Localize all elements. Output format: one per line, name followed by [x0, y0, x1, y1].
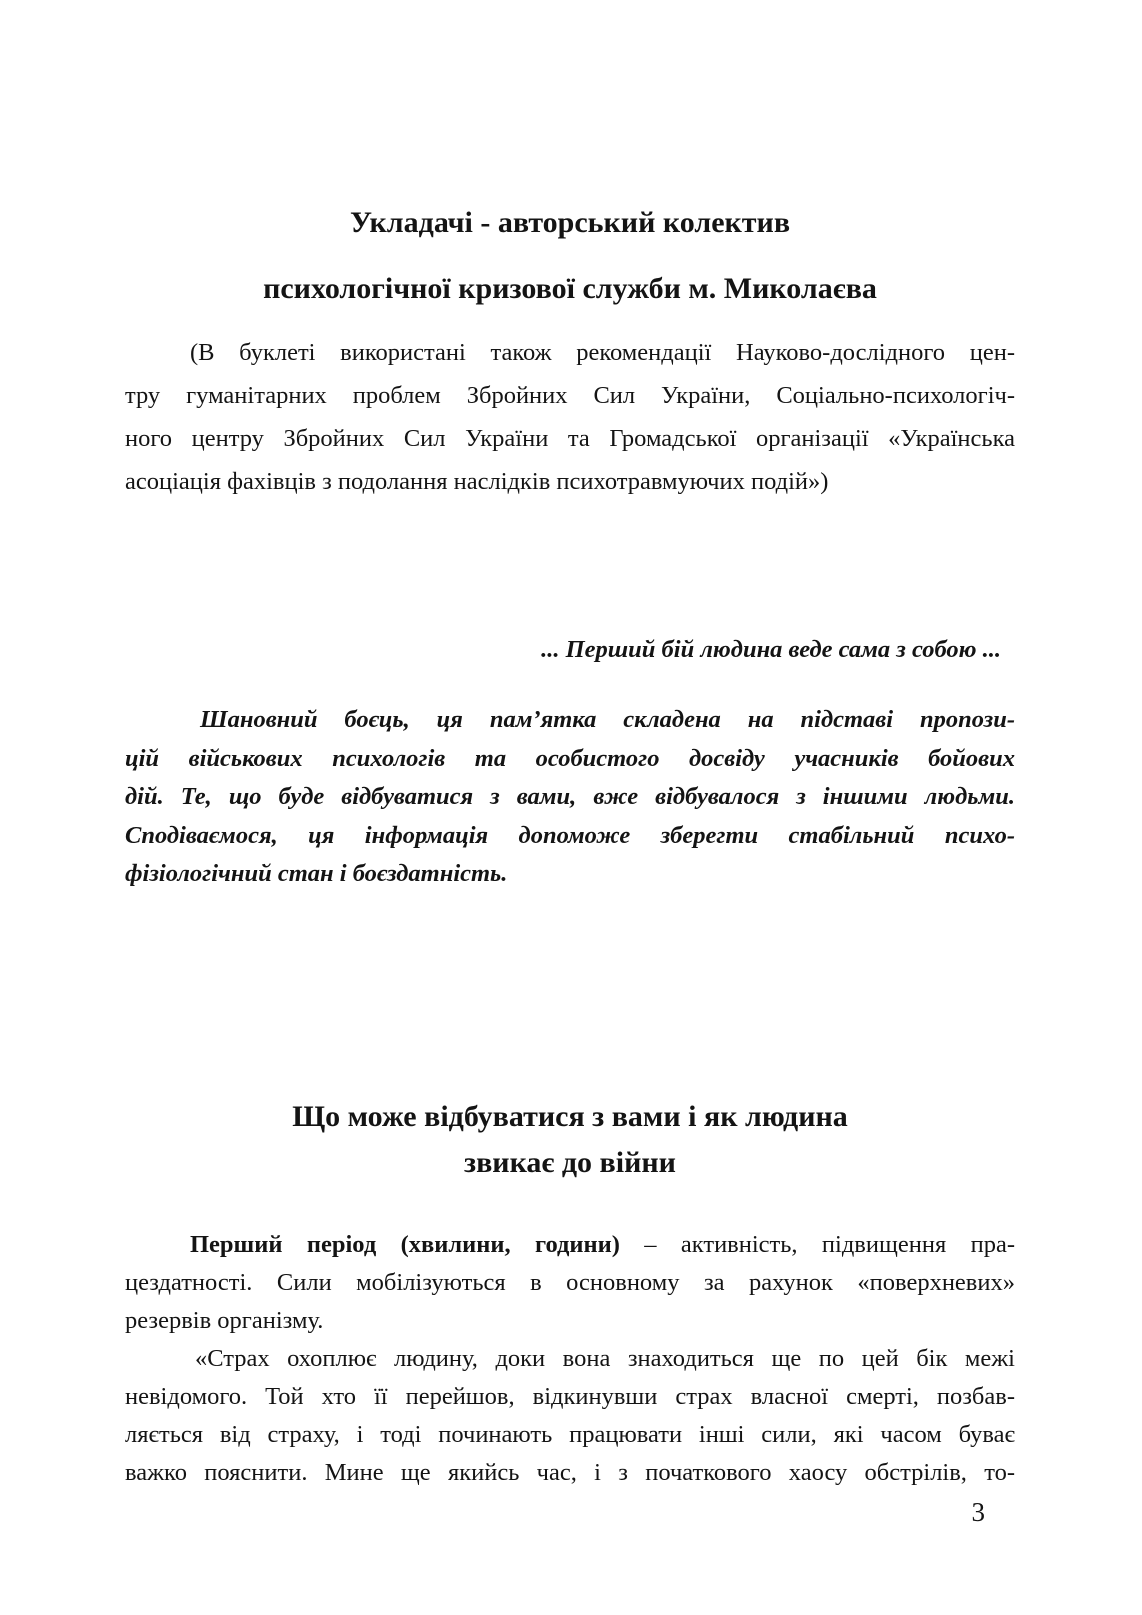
- address-paragraph: [125, 701, 1015, 894]
- text-line: Сподіваємося, ця інформація допоможе зберегти стабільний психо-: [125, 821, 1015, 849]
- text-line: цій військових психологів та особистого досвіду учасників бойових: [125, 744, 1015, 772]
- text-line: ного центру Збройних Сил України та Громадської організації «Українська: [125, 425, 1015, 452]
- text-line: тру гуманітарних проблем Збройних Сил України, Соціально-психологіч-: [125, 382, 1015, 409]
- text-line: невідомого. Той хто її перейшов, відкинувши страх власної смерті, позбав-: [125, 1382, 1015, 1410]
- page-number: 3: [971, 1496, 985, 1527]
- fear-quote-paragraph: [125, 1340, 1015, 1492]
- text-line: резервів організму.: [125, 1306, 324, 1334]
- text-line: «Страх охоплює людину, доки вона знаходиться ще по цей бік межі: [195, 1344, 1015, 1372]
- text-line: (В буклеті використані також рекомендації Науково-дослідного цен-: [190, 339, 1015, 366]
- text-line: ляється від страху, і тоді починають працювати інші сили, які часом буває: [125, 1420, 1015, 1448]
- epigraph: ... Перший бій людина веде сама з собою ...: [541, 636, 1001, 663]
- section-heading-line1: Що може відбуватися з вами і як людина: [292, 1099, 848, 1133]
- period-lead-rest: – активність, підвищення пра-: [619, 1230, 1015, 1258]
- first-period-paragraph: [125, 1226, 1015, 1340]
- text-line: дій. Те, що буде відбуватися з вами, вже відбувалося з іншими людьми.: [125, 783, 1015, 810]
- text-line: асоціація фахівців з подолання наслідків психотравмуючих подій»): [125, 468, 829, 495]
- page-title-line1: Укладачі - авторський колектив: [349, 206, 791, 239]
- intro-note-paragraph: [125, 331, 1015, 503]
- text-line: цездатності. Сили мобілізуються в основному за рахунок «поверхневих»: [125, 1268, 1015, 1296]
- text-line: Шановний боєць, ця пам’ятка складена на підставі пропози-: [200, 706, 1015, 733]
- section-heading-line2: звикає до війни: [464, 1145, 676, 1179]
- page-title-line2: психологічної кризової служби м. Миколаєва: [263, 272, 877, 305]
- text-line: фізіологічний стан і боєздатність.: [125, 860, 508, 887]
- period-bold-lead: Перший період (хвилини, години): [190, 1230, 620, 1258]
- period-paragraph-lines: [125, 1264, 1015, 1340]
- text-line: [125, 1226, 1015, 1264]
- text-line: важко пояснити. Мине ще якийсь час, і з початкового хаосу обстрілів, то-: [125, 1458, 1015, 1486]
